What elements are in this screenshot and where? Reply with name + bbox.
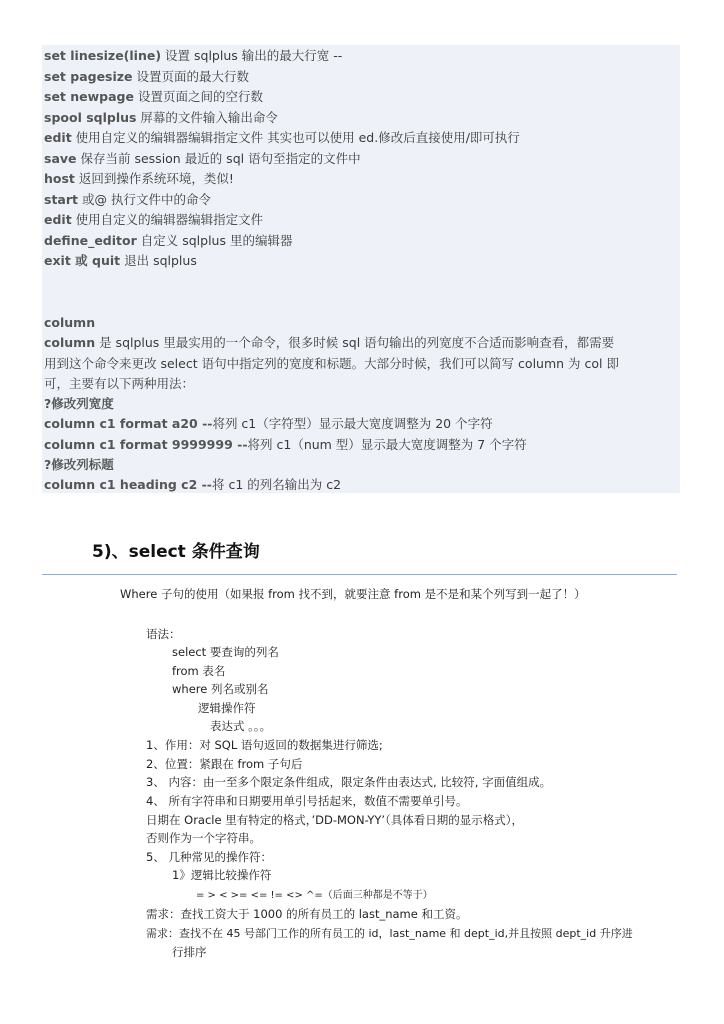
code-line: column c1 heading c2 --将 c1 的列名输出为 c2 xyxy=(44,477,342,492)
syntax-where: where 列名或别名 xyxy=(172,682,269,696)
intro-line: Where 子句的使用（如果报 from 找不到，就要注意 from 是不是和某个列写到一起了！） xyxy=(120,587,586,601)
code-line: define_editor 自定义 sqlplus 里的编辑器 xyxy=(44,233,293,248)
date-format-note: 日期在 Oracle 里有特定的格式，’DD-MON-YY’（具体看日期的显示格式）， xyxy=(146,813,524,827)
section-heading: 5)、select 条件查询 xyxy=(92,542,260,562)
code-line: column xyxy=(44,315,96,330)
list-item: 4、 所有字符串和日期要用单引号括起来，数值不需要单引号。 xyxy=(146,794,468,808)
sub-item: 1》逻辑比较操作符 xyxy=(172,868,272,882)
requirement-line: 需求：查找不在 45 号部门工作的所有员工的 id，last_name 和 dept_id,并且按照 dept_id 升序进 xyxy=(146,927,633,940)
code-line: edit 使用自定义的编辑器编辑指定文件 xyxy=(44,212,264,227)
code-line: ?修改列宽度 xyxy=(44,396,114,411)
heading-divider xyxy=(42,574,677,575)
code-line: column 是 sqlplus 里最实用的一个命令，很多时候 sql 语句输出的列宽度不合适而影响查看，都需要 xyxy=(44,335,615,350)
code-line: spool sqlplus 屏幕的文件输入输出命令 xyxy=(44,110,278,125)
syntax-expression: 表达式 。。。 xyxy=(210,719,272,733)
syntax-logic: 逻辑操作符 xyxy=(198,701,256,715)
syntax-from: from 表名 xyxy=(172,664,226,678)
code-line: set newpage 设置页面之间的空行数 xyxy=(44,89,263,104)
code-line: set linesize(line) 设置 sqlplus 输出的最大行宽 -- xyxy=(44,48,343,63)
code-line: save 保存当前 session 最近的 sql 语句至指定的文件中 xyxy=(44,151,361,166)
code-line: 用到这个命令来更改 select 语句中指定列的宽度和标题。大部分时候，我们可以简写 column 为 col 即 xyxy=(44,356,619,371)
requirement-line: 需求：查找工资大于 1000 的所有员工的 last_name 和工资。 xyxy=(146,907,468,921)
code-line: 可，主要有以下两种用法： xyxy=(44,376,195,391)
code-line: host 返回到操作系统环境，类似! xyxy=(44,171,234,186)
code-line: ?修改列标题 xyxy=(44,457,114,472)
date-format-note-cont: 否则作为一个字符串。 xyxy=(146,831,261,845)
syntax-label: 语法： xyxy=(146,627,181,641)
syntax-select: select 要查询的列名 xyxy=(172,645,279,659)
code-line: exit 或 quit 退出 sqlplus xyxy=(44,253,197,268)
operators-line: = > < >= <= != <> ^=（后面三种都是不等于） xyxy=(196,890,433,901)
list-item: 5、 几种常见的操作符： xyxy=(146,850,272,864)
list-item: 2、位置：紧跟在 from 子句后 xyxy=(146,757,303,771)
code-line: set pagesize 设置页面的最大行数 xyxy=(44,69,250,84)
list-item: 3、 内容：由一至多个限定条件组成，限定条件由表达式, 比较符, 字面值组成。 xyxy=(146,775,552,789)
list-item: 1、作用：对 SQL 语句返回的数据集进行筛选; xyxy=(146,738,383,752)
code-line: column c1 format 9999999 --将列 c1（num 型）显示最大宽度调整为 7 个字符 xyxy=(44,437,527,452)
code-line: column c1 format a20 --将列 c1（字符型）显示最大宽度调整为 20 个字符 xyxy=(44,416,493,431)
code-line: edit 使用自定义的编辑器编辑指定文件 其实也可以使用 ed.修改后直接使用/即可执行 xyxy=(44,130,520,145)
code-line: start 或@ 执行文件中的命令 xyxy=(44,192,211,207)
requirement-line-cont: 行排序 xyxy=(172,945,207,959)
